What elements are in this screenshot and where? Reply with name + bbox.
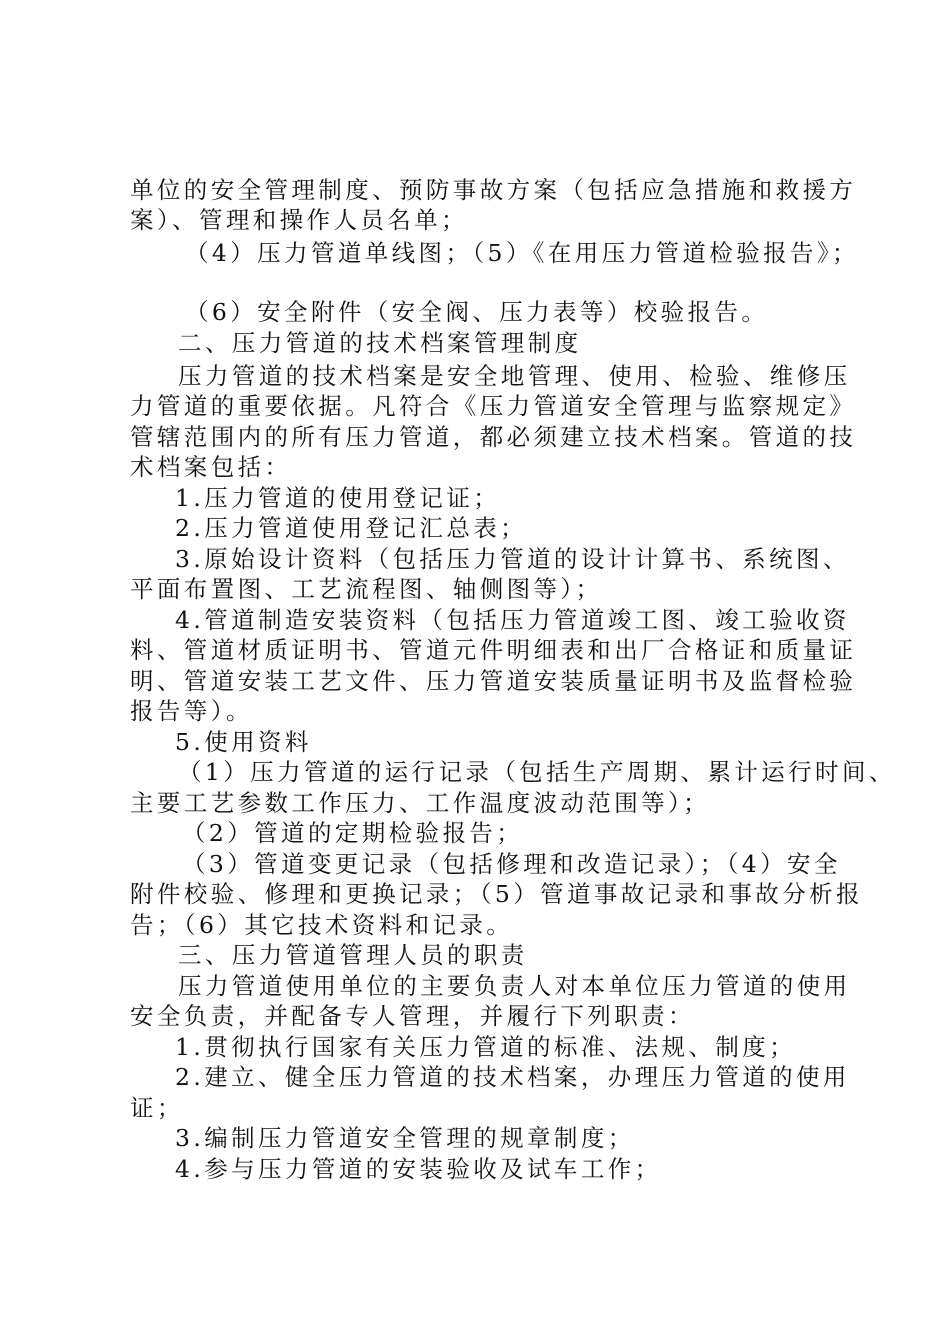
list-item: 4.管道制造安装资料（包括压力管道竣工图、竣工验收资 — [175, 606, 850, 634]
list-item: 3.原始设计资料（包括压力管道的设计计算书、系统图、 — [175, 545, 850, 573]
text-line: 附件校验、修理和更换记录；（5）管道事故记录和事故分析报 — [130, 880, 863, 908]
list-item: 1.压力管道的使用登记证； — [175, 484, 501, 512]
text-line: 报告等）。 — [130, 697, 253, 725]
section-heading: 三、压力管道管理人员的职责 — [178, 941, 528, 969]
text-line: （3）管道变更记录（包括修理和改造记录）；（4）安全 — [182, 850, 841, 878]
text-line: 单位的安全管理制度、预防事故方案（包括应急措施和救援方 — [130, 176, 857, 204]
text-line: 告；（6）其它技术资料和记录。 — [130, 911, 514, 939]
text-line: 管辖范围内的所有压力管道，都必须建立技术档案。管道的技 — [130, 423, 857, 451]
text-line: （1）压力管道的运行记录（包括生产周期、累计运行时间、 — [178, 758, 896, 786]
text-line: 压力管道使用单位的主要负责人对本单位压力管道的使用 — [178, 972, 851, 1000]
text-line: 压力管道的技术档案是安全地管理、使用、检验、维修压 — [178, 362, 851, 390]
list-item: 4.参与压力管道的安装验收及试车工作； — [175, 1155, 662, 1183]
text-line: （6）安全附件（安全阀、压力表等）校验报告。 — [185, 298, 769, 326]
text-line: 案）、管理和操作人员名单； — [130, 206, 468, 234]
list-item: 2.压力管道使用登记汇总表； — [175, 514, 528, 542]
text-line: 安全负责，并配备专人管理，并履行下列职责： — [130, 1002, 695, 1030]
list-item: 2.建立、健全压力管道的技术档案，办理压力管道的使用 — [175, 1063, 850, 1091]
text-line: 平面布置图、工艺流程图、轴侧图等）； — [130, 575, 603, 603]
text-line: （2）管道的定期检验报告； — [182, 819, 524, 847]
text-line: 证； — [130, 1094, 184, 1122]
text-line: 料、管道材质证明书、管道元件明细表和出厂合格证和质量证 — [130, 636, 857, 664]
text-line: 术档案包括： — [130, 453, 292, 481]
text-line: 力管道的重要依据。凡符合《压力管道安全管理与监察规定》 — [130, 392, 857, 420]
text-line: 明、管道安装工艺文件、压力管道安装质量证明书及监督检验 — [130, 667, 857, 695]
list-item: 1.贯彻执行国家有关压力管道的标准、法规、制度； — [175, 1033, 797, 1061]
section-heading: 二、压力管道的技术档案管理制度 — [178, 329, 582, 357]
list-item: 3.编制压力管道安全管理的规章制度； — [175, 1124, 635, 1152]
text-line: （4）压力管道单线图；（5）《在用压力管道检验报告》； — [185, 239, 859, 267]
list-item: 5.使用资料 — [175, 728, 312, 756]
text-line: 主要工艺参数工作压力、工作温度波动范围等）； — [130, 789, 711, 817]
